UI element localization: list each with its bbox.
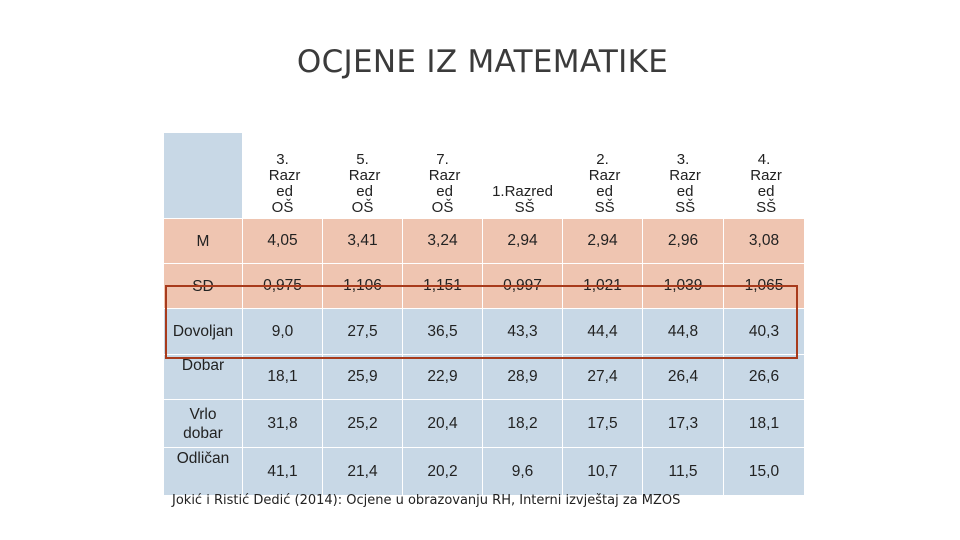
table-cell: 1,106	[323, 264, 403, 309]
column-header: 2. Razr ed SŠ	[563, 133, 643, 219]
table-cell: 25,2	[323, 400, 403, 448]
table-cell: 44,8	[643, 309, 724, 355]
row-label: SD	[164, 264, 243, 309]
table-cell: 1,039	[643, 264, 724, 309]
table-cell: 27,4	[563, 355, 643, 400]
table-row-sd	[164, 264, 805, 309]
table-cell: 36,5	[403, 309, 483, 355]
table-cell: 44,4	[563, 309, 643, 355]
table-cell: 0,997	[483, 264, 563, 309]
row-label: Odličan	[164, 448, 243, 496]
table-row-vrlo-dobar	[164, 400, 805, 448]
table-row-odlican	[164, 448, 805, 496]
table-cell: 0,975	[243, 264, 323, 309]
table-cell: 18,2	[483, 400, 563, 448]
table-cell: 25,9	[323, 355, 403, 400]
table-cell: 20,2	[403, 448, 483, 496]
table-cell: 3,24	[403, 219, 483, 264]
table-cell: 40,3	[724, 309, 805, 355]
table-cell: 4,05	[243, 219, 323, 264]
table-cell: 27,5	[323, 309, 403, 355]
table-cell: 15,0	[724, 448, 805, 496]
table-cell: 18,1	[724, 400, 805, 448]
table-cell: 20,4	[403, 400, 483, 448]
table-cell: 41,1	[243, 448, 323, 496]
table-cell: 26,6	[724, 355, 805, 400]
source-citation: Jokić i Ristić Dedić (2014): Ocjene u obrazovanju RH, Interni izvještaj za MZOS	[172, 493, 681, 508]
table-cell: 2,94	[563, 219, 643, 264]
table-cell: 43,3	[483, 309, 563, 355]
row-label: Vrlo dobar	[164, 400, 243, 448]
row-label: M	[164, 219, 243, 264]
table-cell: 17,3	[643, 400, 724, 448]
table-cell: 1,151	[403, 264, 483, 309]
row-label: Dovoljan	[164, 309, 243, 355]
column-header: 3. Razr ed OŠ	[243, 133, 323, 219]
slide-title: OCJENE IZ MATEMATIKE	[296, 44, 669, 80]
table-cell: 17,5	[563, 400, 643, 448]
row-label: Dobar	[164, 355, 243, 400]
table-header-row	[164, 133, 805, 219]
column-header: 5. Razr ed OŠ	[323, 133, 403, 219]
table-cell: 2,96	[643, 219, 724, 264]
table-row-dobar	[164, 355, 805, 400]
table-cell: 18,1	[243, 355, 323, 400]
table-cell: 3,08	[724, 219, 805, 264]
table-cell: 2,94	[483, 219, 563, 264]
header-corner-cell	[164, 133, 243, 219]
table-cell: 31,8	[243, 400, 323, 448]
column-header: 4. Razr ed SŠ	[724, 133, 805, 219]
table-cell: 10,7	[563, 448, 643, 496]
table-cell: 9,6	[483, 448, 563, 496]
table-cell: 26,4	[643, 355, 724, 400]
column-header: 1.Razred SŠ	[483, 133, 563, 219]
table-row-mean	[164, 219, 805, 264]
column-header: 7. Razr ed OŠ	[403, 133, 483, 219]
table-cell: 21,4	[323, 448, 403, 496]
table-row-dovoljan	[164, 309, 805, 355]
table-cell: 1,065	[724, 264, 805, 309]
grades-table	[163, 132, 805, 496]
table-cell: 1,021	[563, 264, 643, 309]
table-cell: 28,9	[483, 355, 563, 400]
table-cell: 11,5	[643, 448, 724, 496]
table-cell: 22,9	[403, 355, 483, 400]
table-cell: 9,0	[243, 309, 323, 355]
column-header: 3. Razr ed SŠ	[643, 133, 724, 219]
table-cell: 3,41	[323, 219, 403, 264]
